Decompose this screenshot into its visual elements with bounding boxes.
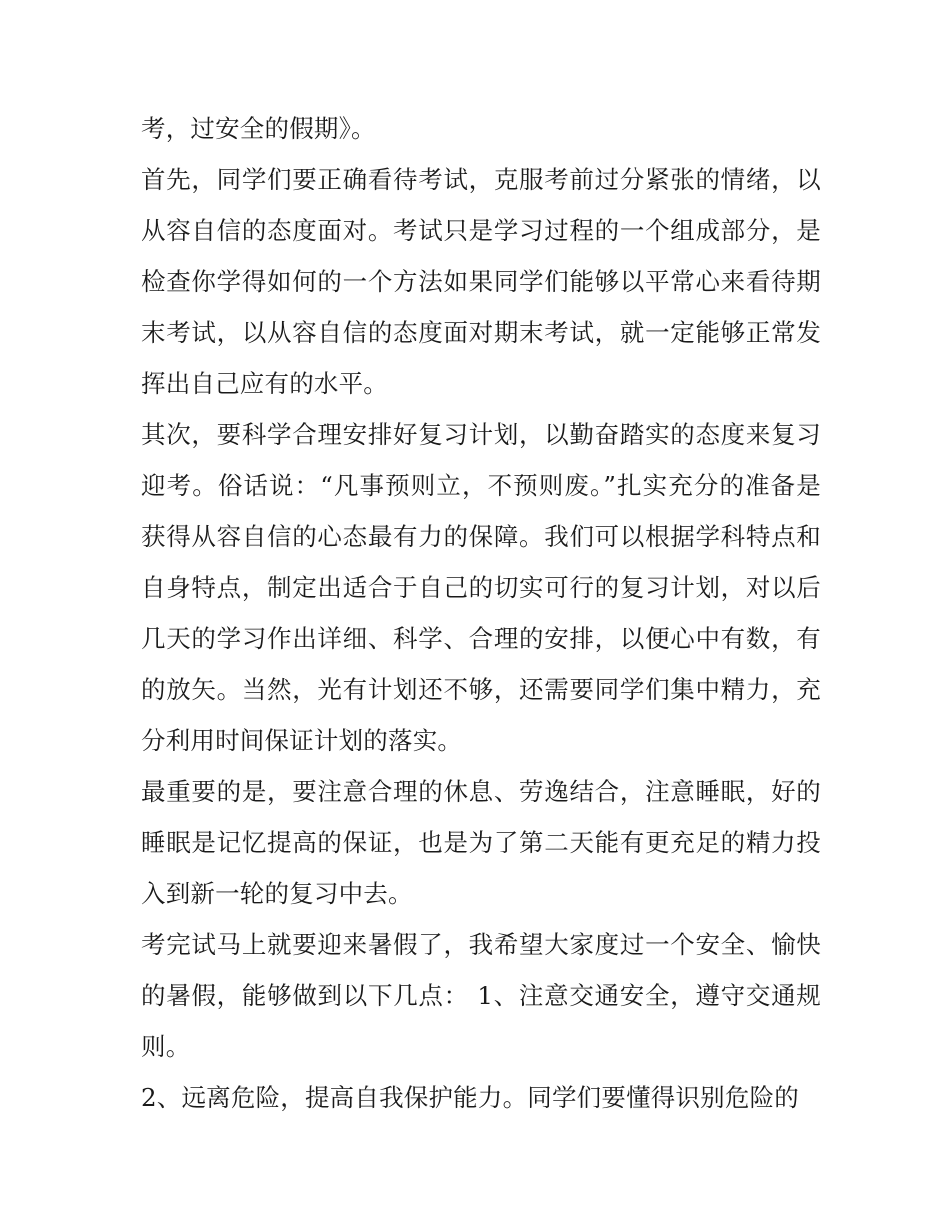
body-text: [141, 103, 821, 1123]
paragraph-review-plan: 其次，要科学合理安排好复习计划，以勤奋踏实的态度来复习迎考。俗话说：“凡事预则立，不预则废。”扎实充分的准备是获得从容自信的心态最有力的保障。我们可以根据学科特点和自身特点，制定出适合于自己的切实可行的复习计划，对以后几天的学习作出详细、科学、合理的安排，以便心中有数，有的放矢。当然，光有计划还不够，还需要同学们集中精力，充分利用时间保证计划的落实。: [141, 420, 821, 755]
paragraph-exam-attitude: 首先，同学们要正确看待考试，克服考前过分紧张的情绪，以从容自信的态度面对。考试只是学习过程的一个组成部分，是检查你学得如何的一个方法如果同学们能够以平常心来看待期末考试，以从容自信的态度面对期末考试，就一定能够正常发挥出自己应有的水平。: [141, 165, 821, 398]
paragraph-closing-title: 考，过安全的假期》。: [141, 114, 376, 143]
paragraph-summer-safety: 考完试马上就要迎来暑假了，我希望大家度过一个安全、愉快的暑假，能够做到以下几点： 1、注意交通安全，遵守交通规则。: [141, 930, 821, 1061]
paragraph-avoid-danger: 2、远离危险，提高自我保护能力。同学们要懂得识别危险的: [141, 1083, 799, 1112]
paragraph-rest: 最重要的是，要注意合理的休息、劳逸结合，注意睡眠，好的睡眠是记忆提高的保证，也是为了第二天能有更充足的精力投入到新一轮的复习中去。: [141, 777, 821, 908]
